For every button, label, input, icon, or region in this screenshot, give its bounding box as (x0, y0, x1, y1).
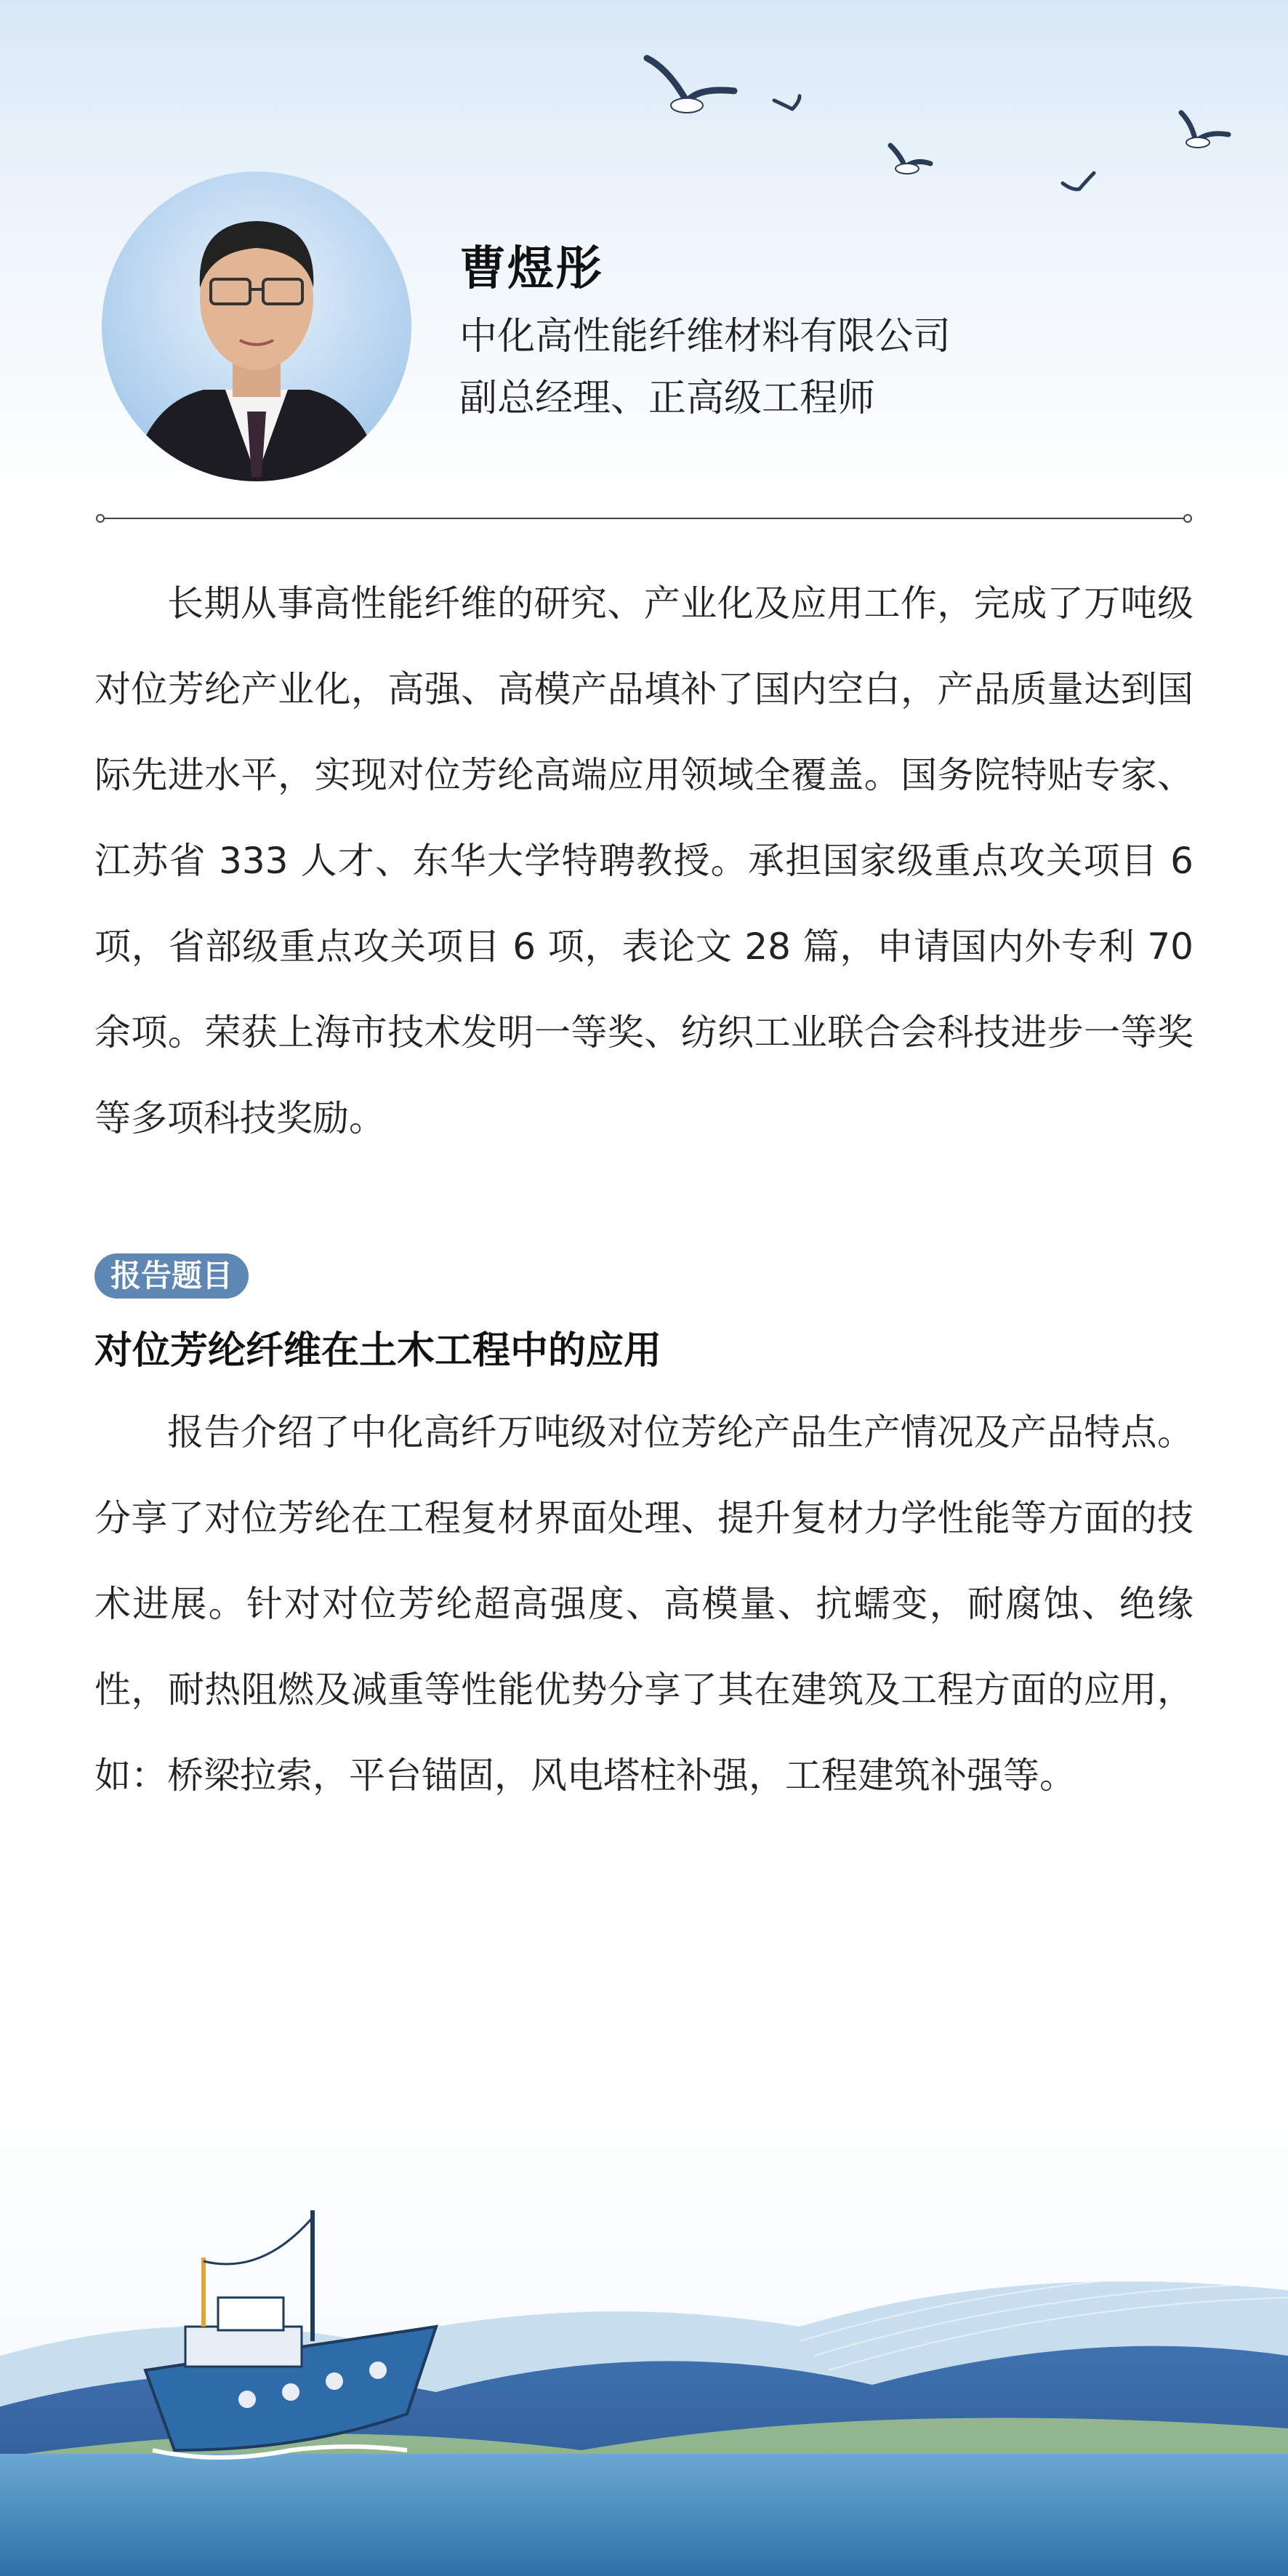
speaker-avatar (102, 172, 411, 481)
speaker-organization: 中化高性能纤维材料有限公司 (459, 315, 951, 358)
report-abstract: 报告介绍了中化高纤万吨级对位芳纶产品生产情况及产品特点。分享了对位芳纶在工程复材界面处理、提升复材力学性能等方面的技术进展。针对对位芳纶超高强度、高模量、抗蠕变，耐腐蚀、绝缘性，耐热阻燃及减重等性能优势分享了其在建筑及工程方面的应用，如：桥梁拉索，平台锚固，风电塔柱补强，工程建筑补强等。 (94, 1411, 1194, 1797)
speaker-portrait-illustration (102, 172, 411, 481)
sea-ship-illustration (0, 2108, 1288, 2576)
report-title: 对位芳纶纤维在土木工程中的应用 (94, 1329, 662, 1373)
seagull-icon (647, 58, 734, 102)
speaker-bio: 长期从事高性能纤维的研究、产业化及应用工作，完成了万吨级对位芳纶产业化，高强、高模产品填补了国内空白，产品质量达到国际先进水平，实现对位芳纶高端应用领域全覆盖。国务院特贴专家、江苏省 333 人才、东华大学特聘教授。承担国家级重点攻关项目 6 项，省部级重点攻关项目 6 项，表论文 28 篇，申请国内外专利 70 余项。荣获上海市技术发明一等奖、纺织工业联合会科技进步一等奖等多项科技奖励。 (94, 582, 1194, 1139)
seagull-icon (1181, 113, 1228, 142)
speaker-title: 副总经理、正高级工程师 (459, 377, 876, 420)
report-tag: 报告题目 (94, 1253, 249, 1299)
section-divider (94, 509, 1194, 528)
seagull-icon (774, 96, 800, 109)
speaker-name: 曹煜彤 (459, 242, 603, 296)
seagull-icon (1063, 173, 1094, 189)
